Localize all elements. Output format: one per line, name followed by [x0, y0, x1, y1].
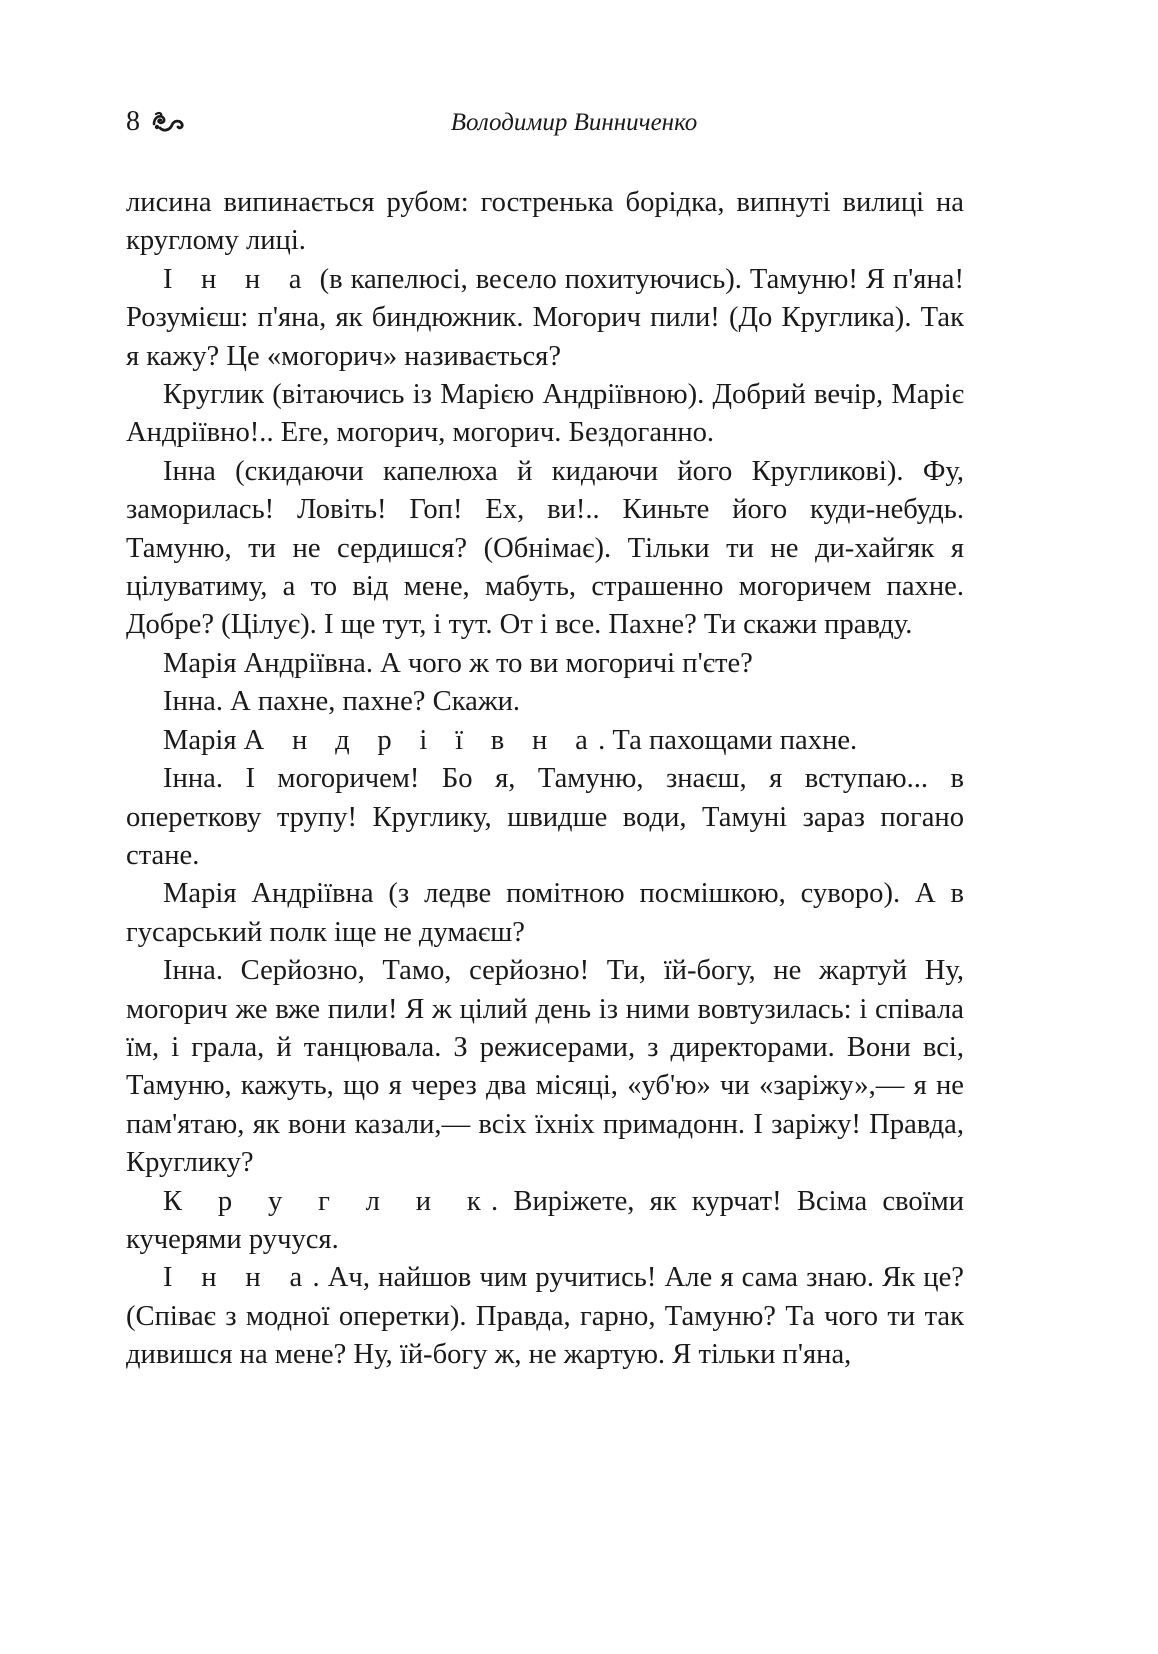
speaker-name: Інна [163, 455, 216, 487]
speaker-name: Круглик [163, 379, 265, 411]
paragraph-text: (скидаючи капелюха й кидаючи його Кругликові). Фу, заморилась! Ловіть! Гоп! Ех, ви!.. Киньте його куди-небудь. Тамуню, ти не сердишся? (Обнімає). Тільки ти не ди-хайгяк я цілуватиму, а то від мене, мабуть, страшенно могоричем пахне. Добре? (Цілує). І ще тут, і тут. От і все. Пахне? Ти скажи правду. [126, 455, 964, 641]
paragraph-text: . А чого ж то ви могоричі п'єте? [365, 647, 753, 679]
paragraph [126, 952, 964, 1182]
paragraph [126, 875, 964, 952]
speaker-name: І н н а [163, 1262, 313, 1294]
paragraph [126, 1183, 964, 1260]
paragraph-text: (в капелюсі, весело похитуючись). Тамуню! Я п'яна! Розумієш: п'яна, як биндюжник. Могорич пили! (До Круглика). Так я кажу? Це «могорич» називається? [126, 263, 964, 372]
paragraph-text: . Ач, найшов чим ручитись! Але я сама знаю. Як це? (Співає з модної оперетки). Правда, гарно, Тамуню? Та чого ти так дивишся на мене? Ну, їй-богу ж, не жартую. Я тільки п'яна, [126, 1262, 964, 1371]
speaker-name: Інна [163, 763, 216, 795]
speaker-name: Марія Андріївна [163, 647, 366, 679]
paragraph [126, 261, 964, 376]
speaker-name-prefix: Марія [163, 724, 244, 756]
paragraph [126, 760, 964, 875]
paragraph-text: лисина випинається рубом: гостренька борідка, випнуті вилиці на круглому лиці. [126, 187, 964, 257]
paragraph [126, 722, 964, 760]
running-title: Володимир Винниченко [450, 109, 698, 136]
paragraph [126, 184, 964, 261]
speaker-name: А н д р і ї в н а [243, 724, 599, 756]
speaker-name: І н н а [163, 263, 312, 295]
paragraph-text: (з ледве помітною посмішкою, суворо). А в гусарський полк іще не думаєш? [126, 878, 964, 948]
paragraph-text: . Серйозно, Тамо, серйозно! Ти, їй-богу, не жартуй Ну, могорич же вже пили! Я ж цілий день із ними вовтузилась: і співала їм, і грала, й танцювала. З режисерами, з директорами. Вони всі, Тамуню, кажуть, що я через два місяці, «уб'ю» чи «заріжу»,— я не пам'ятаю, як вони казали,— всіх їхніх примадонн. І заріжу! Правда, Круглику? [126, 955, 964, 1179]
paragraph-text: . А пахне, пахне? Скажи. [215, 686, 521, 718]
paragraph [126, 645, 964, 683]
paragraph [126, 1259, 964, 1374]
paragraph-text: . Виріжете, як курчат! Всіма своїми кучерями ручуся. [126, 1185, 964, 1255]
page-number: 8 [126, 106, 140, 137]
speaker-name: Інна [163, 686, 216, 718]
speaker-name: Інна [163, 955, 216, 987]
speaker-name: К р у г л и к [163, 1185, 492, 1217]
paragraph-text: (вітаючись із Марією Андріївною). Добрий вечір, Маріє Андріївно!.. Еге, могорич, могорич. Бездоганно. [126, 379, 964, 449]
paragraph-text: . І могоричем! Бо я, Тамуню, знаєш, я вступаю... в опереткову трупу! Круглику, швидше води, Тамуні зараз погано стане. [126, 763, 964, 871]
speaker-name: Марія Андріївна [163, 878, 374, 910]
paragraph [126, 683, 964, 721]
body-text [126, 184, 964, 1375]
paragraph [126, 453, 964, 645]
paragraph [126, 376, 964, 453]
paragraph-text: . Та пахощами пахне. [598, 724, 858, 756]
page-header [126, 106, 966, 142]
